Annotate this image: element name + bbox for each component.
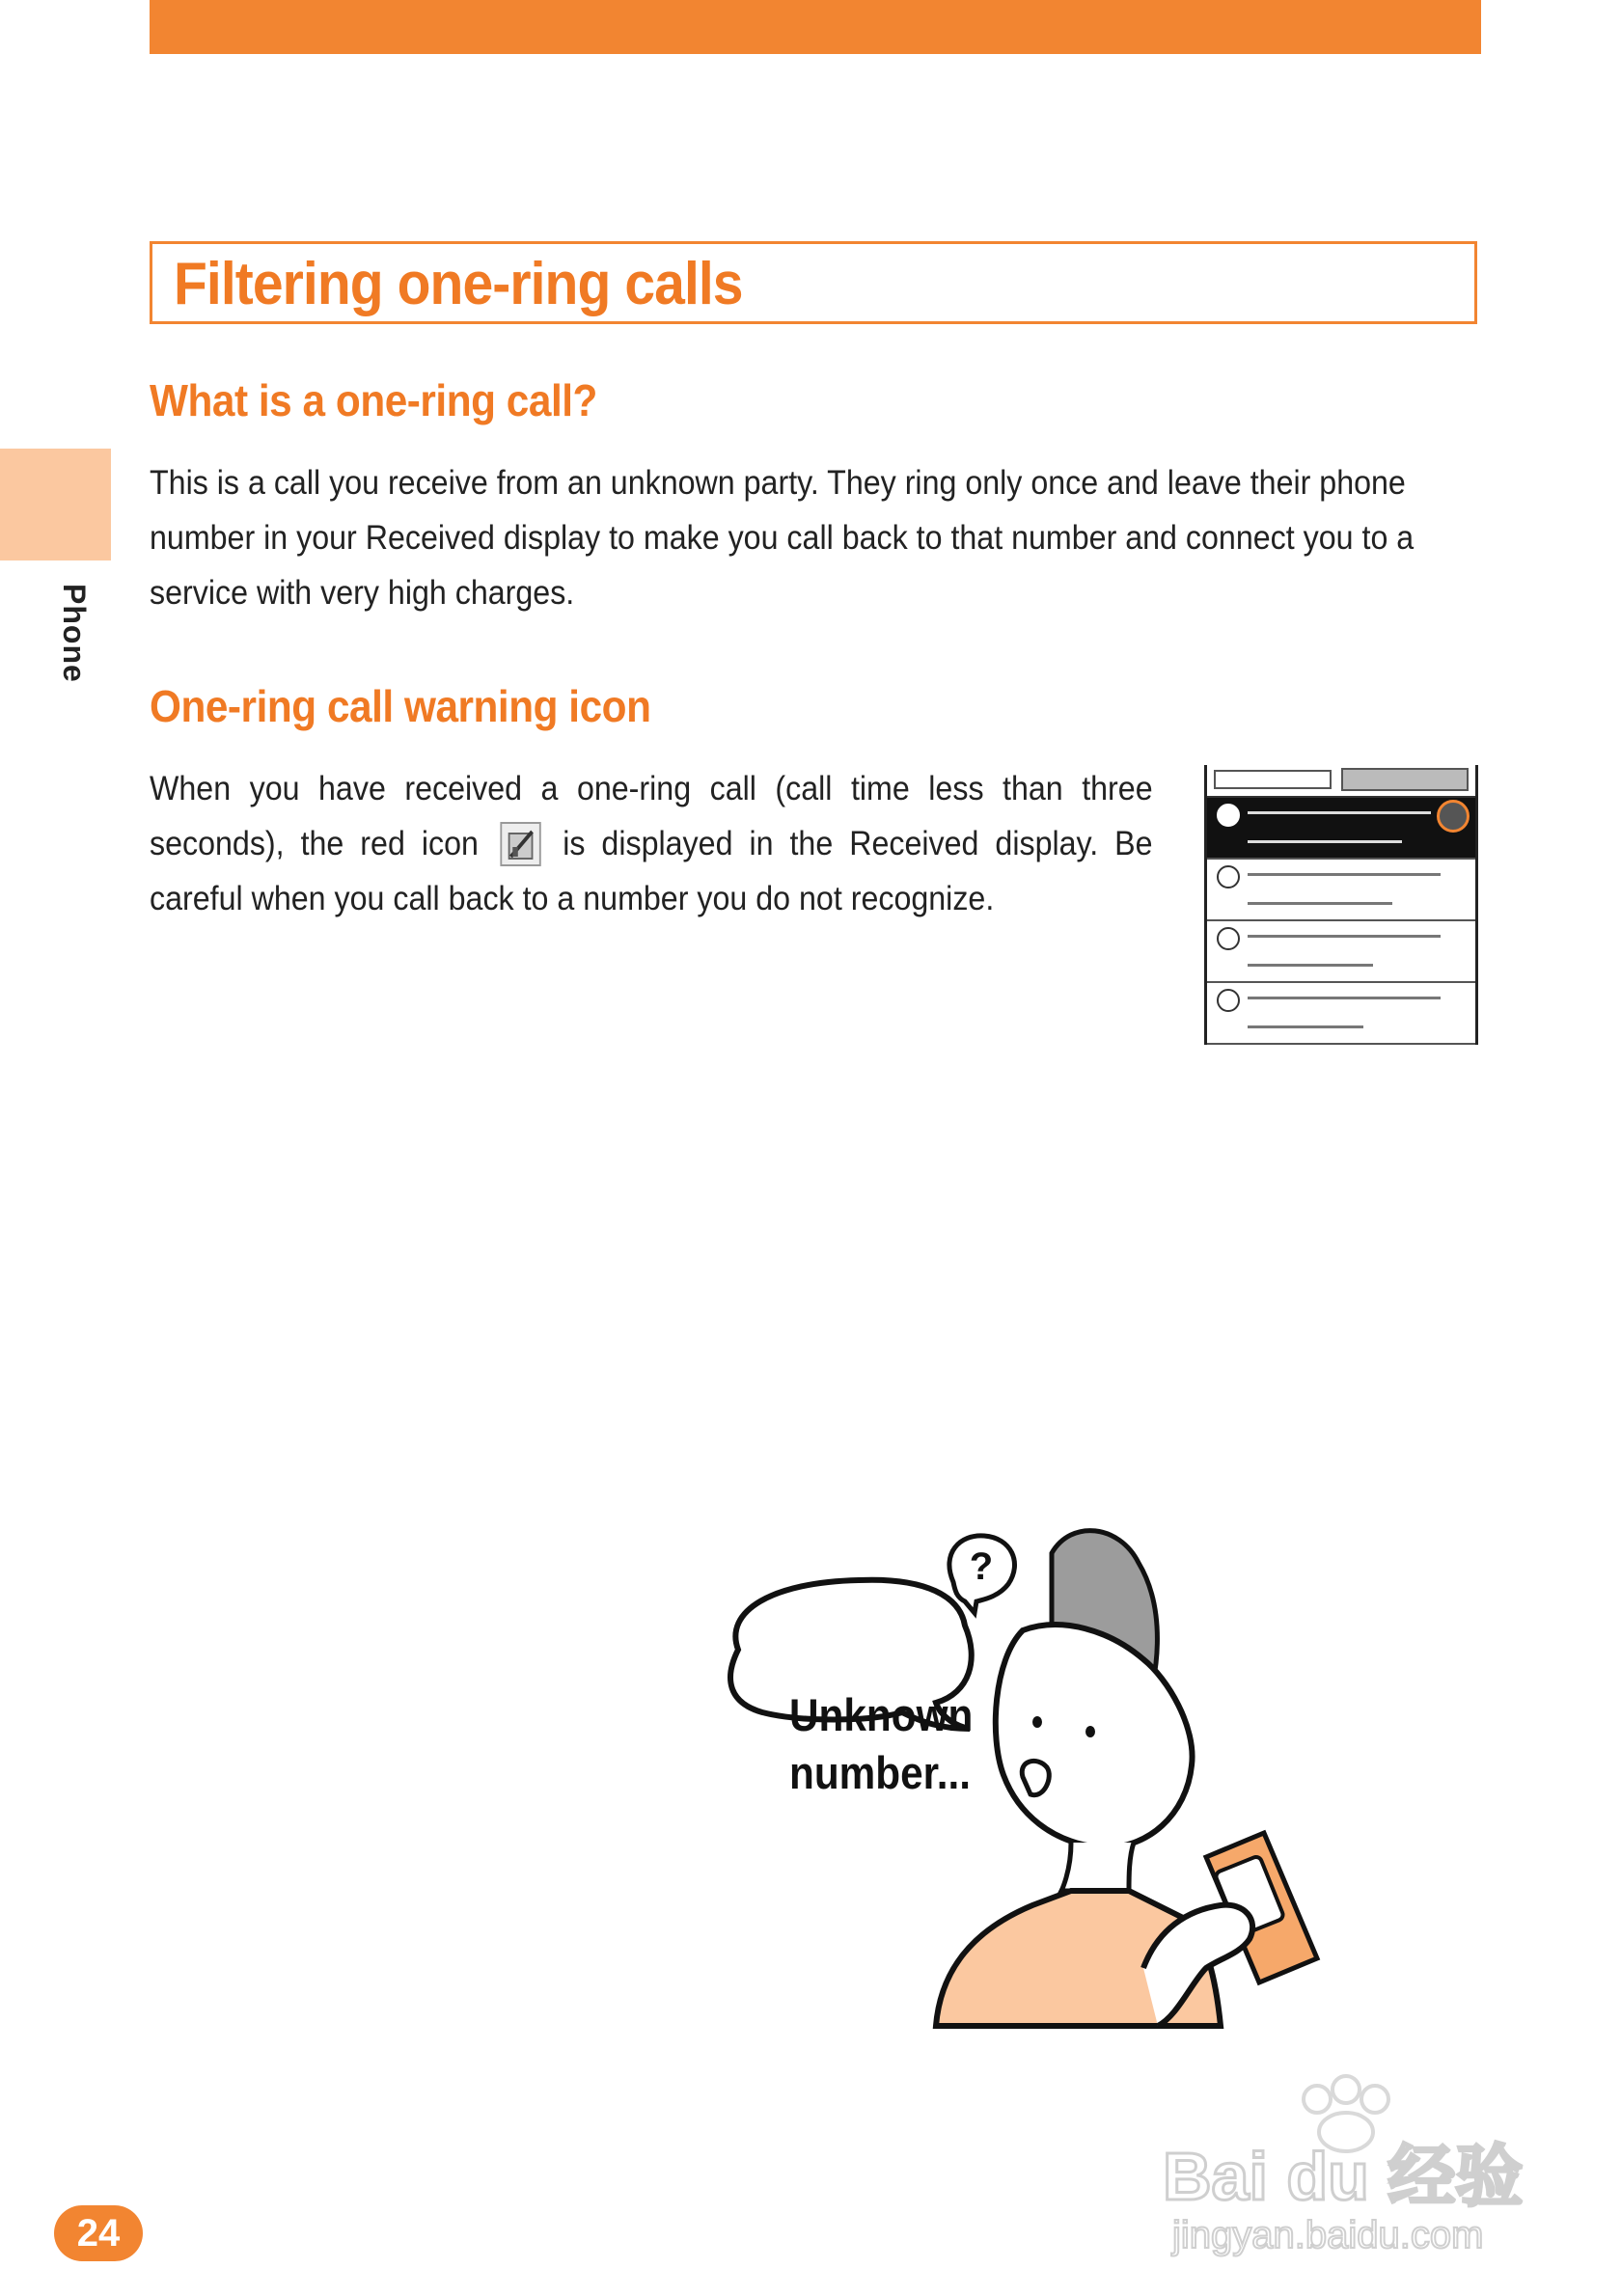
paragraph-what-is-one-ring: This is a call you receive from an unknown party. They ring only once and leave their phone number in your Received display to make you call back to that number and connect you to a service with very high charges. bbox=[150, 464, 1415, 612]
one-ring-warning-icon bbox=[1437, 800, 1470, 833]
received-list-item bbox=[1207, 921, 1475, 983]
section-tab bbox=[0, 449, 111, 560]
top-accent-bar bbox=[150, 0, 1481, 54]
baidu-watermark bbox=[1153, 2064, 1539, 2257]
paragraph-warning-icon bbox=[150, 761, 1153, 926]
paragraph-text-before-icon: When you have received a one-ring call (call time less than three seconds), the red icon bbox=[150, 770, 1153, 862]
received-display-screenshot bbox=[1204, 765, 1478, 1045]
received-display-header bbox=[1207, 765, 1475, 798]
svg-text:jingyan.baidu.com: jingyan.baidu.com bbox=[1172, 2214, 1484, 2256]
page-title: Filtering one-ring calls bbox=[174, 251, 743, 317]
received-list-item bbox=[1207, 860, 1475, 921]
received-list-item bbox=[1207, 983, 1475, 1045]
heading-warning-icon: One-ring call warning icon bbox=[150, 681, 651, 731]
svg-text:?: ? bbox=[969, 1545, 994, 1588]
svg-text:Bai du 经验: Bai du 经验 bbox=[1163, 2139, 1524, 2214]
paragraph-text-after-icon: is displayed in the Received display. Be careful when you call back to a number you do not recognize. bbox=[150, 825, 1153, 917]
one-ring-warning-icon bbox=[500, 822, 540, 866]
received-list-item bbox=[1207, 798, 1475, 860]
page-title-box bbox=[150, 241, 1477, 324]
section-tab-label: Phone bbox=[57, 584, 92, 683]
speech-bubble-text: Unknown number... bbox=[789, 1689, 974, 1798]
page-number: 24 bbox=[54, 2205, 143, 2261]
heading-what-is-one-ring: What is a one-ring call? bbox=[150, 375, 597, 425]
